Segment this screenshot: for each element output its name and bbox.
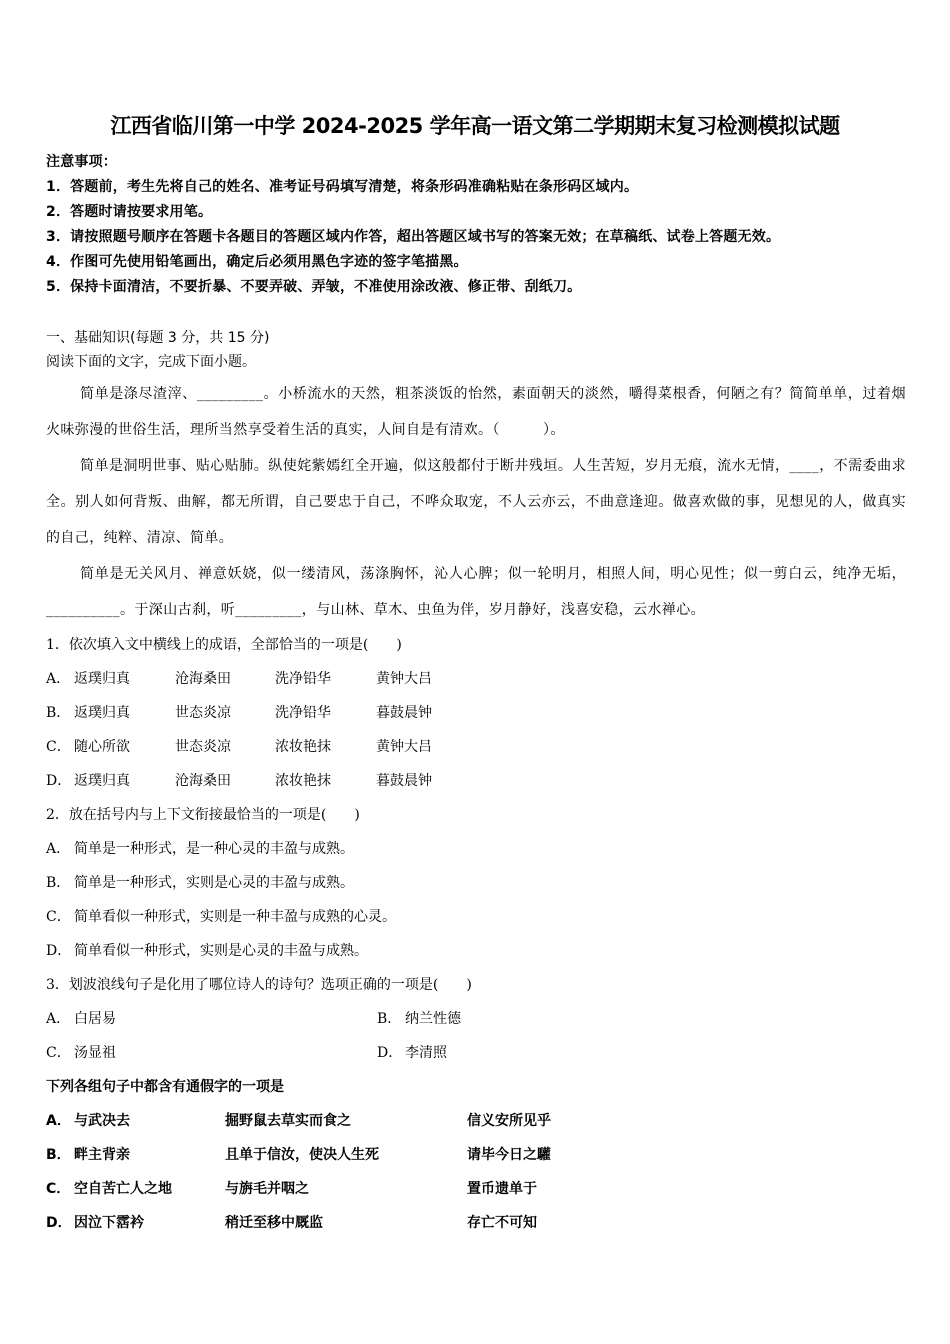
option-item: 世态炎凉 bbox=[175, 705, 231, 721]
option-item: 掘野鼠去草实而食之 bbox=[225, 1113, 351, 1129]
question-2-option-d[interactable] bbox=[46, 934, 906, 968]
option-label: C． bbox=[46, 1181, 71, 1197]
option-text: 简单看似一种形式，实则是心灵的丰盈与成熟。 bbox=[74, 943, 368, 959]
option-item: 返璞归真 bbox=[74, 705, 130, 721]
note-item: 4．作图可先使用铅笔画出，确定后必须用黑色字迹的签字笔描黑。 bbox=[46, 254, 468, 270]
question-2-option-a[interactable] bbox=[46, 832, 906, 866]
option-label: D． bbox=[377, 1045, 403, 1061]
option-label: B． bbox=[46, 705, 71, 721]
option-item: 请毕今日之驩 bbox=[467, 1147, 551, 1163]
question-2-stem: 2．放在括号内与上下文衔接最恰当的一项是( ) bbox=[46, 807, 360, 823]
option-item: 稍迁至移中厩监 bbox=[225, 1215, 323, 1231]
note-item: 5．保持卡面清洁，不要折暴、不要弄破、弄皱，不准使用涂改液、修正带、刮纸刀。 bbox=[46, 279, 582, 295]
option-text: 李清照 bbox=[405, 1045, 447, 1061]
question-4-option-c[interactable] bbox=[46, 1172, 906, 1206]
question-4-option-a[interactable] bbox=[46, 1104, 906, 1138]
option-label: D． bbox=[46, 1215, 72, 1231]
option-item: 信义安所见乎 bbox=[467, 1113, 551, 1129]
option-item: 因泣下霑衿 bbox=[74, 1215, 144, 1231]
option-text: 汤显祖 bbox=[74, 1045, 116, 1061]
option-item: 置币遗单于 bbox=[467, 1181, 537, 1197]
option-label: B． bbox=[46, 875, 71, 891]
option-item: 黄钟大吕 bbox=[376, 671, 432, 687]
option-item: 暮鼓晨钟 bbox=[376, 705, 432, 721]
option-label: C． bbox=[46, 909, 71, 925]
note-item: 2．答题时请按要求用笔。 bbox=[46, 204, 213, 220]
question-4-block bbox=[46, 1070, 906, 1240]
question-4-option-d[interactable] bbox=[46, 1206, 906, 1240]
section-intro: 阅读下面的文字，完成下面小题。 bbox=[46, 354, 256, 370]
question-2-option-b[interactable] bbox=[46, 866, 906, 900]
option-item: 且单于信汝，使决人生死 bbox=[225, 1147, 379, 1163]
passage-paragraph: 简单是涤尽渣滓、_________。小桥流水的天然，粗茶淡饭的怡然，素面朝天的淡然，嚼得菜根香，何陋之有？简简单单，过着烟火味弥漫的世俗生活，理所当然享受着生活的真实，人间自是有清欢。（ ）。 bbox=[46, 386, 906, 438]
passage-paragraph: 简单是洞明世事、贴心贴肺。纵使姹紫嫣红全开遍，似这般都付于断井残垣。人生苦短，岁月无痕，流水无情，____，不需委曲求全。别人如何背叛、曲解，都无所谓，自己要忠于自己，不哗众取宠，不人云亦云，不曲意逢迎。做喜欢做的事，见想见的人，做真实的自己，纯粹、清凉、简单。 bbox=[46, 458, 906, 546]
option-label: A． bbox=[46, 1011, 71, 1027]
option-item: 浓妆艳抹 bbox=[275, 739, 331, 755]
option-label: B． bbox=[46, 1147, 71, 1163]
question-4-option-b[interactable] bbox=[46, 1138, 906, 1172]
option-item: 洗净铅华 bbox=[275, 671, 331, 687]
question-1-option-b[interactable] bbox=[46, 696, 906, 730]
note-item: 3．请按照题号顺序在答题卡各题目的答题区域内作答，超出答题区域书写的答案无效；在草稿纸、试卷上答题无效。 bbox=[46, 229, 781, 245]
question-1-option-a[interactable] bbox=[46, 662, 906, 696]
option-item: 浓妆艳抹 bbox=[275, 773, 331, 789]
option-item: 沧海桑田 bbox=[175, 773, 231, 789]
passage-paragraph: 简单是无关风月、禅意妖娆，似一缕清风，荡涤胸怀，沁人心脾；似一轮明月，相照人间，明心见性；似一剪白云，纯净无垢，__________。于深山古刹，听_________，与山林、草木、虫鱼为伴，岁月静好，浅喜安稳，云水禅心。 bbox=[46, 566, 906, 618]
option-text: 简单是一种形式，是一种心灵的丰盈与成熟。 bbox=[74, 841, 354, 857]
question-3-stem: 3．划波浪线句子是化用了哪位诗人的诗句？选项正确的一项是( ) bbox=[46, 977, 472, 993]
option-text: 简单是一种形式，实则是心灵的丰盈与成熟。 bbox=[74, 875, 354, 891]
option-item: 世态炎凉 bbox=[175, 739, 231, 755]
question-1-option-c[interactable] bbox=[46, 730, 906, 764]
option-text: 白居易 bbox=[74, 1011, 116, 1027]
option-item: 空自苦亡人之地 bbox=[74, 1181, 172, 1197]
option-item: 与旃毛并咽之 bbox=[225, 1181, 309, 1197]
option-item: 沧海桑田 bbox=[175, 671, 231, 687]
option-item: 暮鼓晨钟 bbox=[376, 773, 432, 789]
option-label: C． bbox=[46, 739, 71, 755]
question-3-option-d[interactable] bbox=[377, 1036, 447, 1070]
section-title: 一、基础知识(每题 3 分，共 15 分) bbox=[46, 330, 270, 346]
question-3-option-c[interactable] bbox=[46, 1036, 116, 1070]
question-3-option-b[interactable] bbox=[377, 1002, 461, 1036]
option-label: D． bbox=[46, 943, 72, 959]
option-item: 畔主背亲 bbox=[74, 1147, 130, 1163]
option-label: D． bbox=[46, 773, 72, 789]
note-item: 1．答题前，考生先将自己的姓名、准考证号码填写清楚，将条形码准确粘贴在条形码区域内。 bbox=[46, 179, 639, 195]
question-2-option-c[interactable] bbox=[46, 900, 906, 934]
option-label: A． bbox=[46, 671, 71, 687]
question-3-option-a[interactable] bbox=[46, 1002, 116, 1036]
option-label: C． bbox=[46, 1045, 71, 1061]
option-text: 纳兰性德 bbox=[405, 1011, 461, 1027]
option-item: 存亡不可知 bbox=[467, 1215, 537, 1231]
option-label: B． bbox=[377, 1011, 402, 1027]
option-text: 简单看似一种形式，实则是一种丰盈与成熟的心灵。 bbox=[74, 909, 396, 925]
option-item: 返璞归真 bbox=[74, 671, 130, 687]
option-item: 黄钟大吕 bbox=[376, 739, 432, 755]
notes-block bbox=[46, 150, 916, 300]
option-item: 随心所欲 bbox=[74, 739, 130, 755]
page-title: 江西省临川第一中学 2024-2025 学年高一语文第二学期期末复习检测模拟试题 bbox=[110, 114, 840, 138]
question-1-option-d[interactable] bbox=[46, 764, 906, 798]
question-1-stem: 1．依次填入文中横线上的成语，全部恰当的一项是( ) bbox=[46, 637, 402, 653]
option-item: 洗净铅华 bbox=[275, 705, 331, 721]
question-3-options-row bbox=[46, 1036, 906, 1070]
question-3-options-row bbox=[46, 1002, 906, 1036]
option-label: A． bbox=[46, 841, 71, 857]
option-label: A． bbox=[46, 1113, 71, 1129]
question-4-stem: 下列各组句子中都含有通假字的一项是 bbox=[46, 1079, 284, 1095]
option-item: 与武决去 bbox=[74, 1113, 130, 1129]
notes-heading: 注意事项： bbox=[46, 154, 117, 170]
section-basic-knowledge bbox=[46, 326, 906, 1240]
option-item: 返璞归真 bbox=[74, 773, 130, 789]
